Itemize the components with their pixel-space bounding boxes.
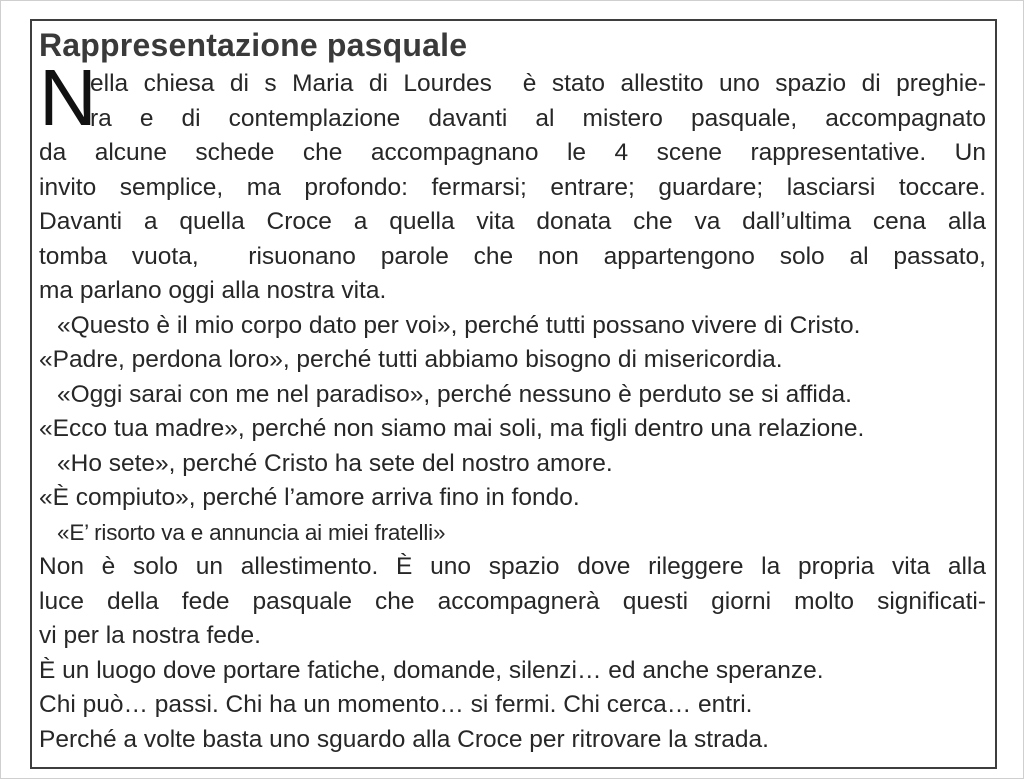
text-line: tomba vuota, risuonano parole che non appartengono solo al passato, (39, 242, 986, 270)
quote-line: «È compiuto», perché l’amore arriva fino in fondo. (39, 484, 580, 511)
text-line: ma parlano oggi alla nostra vita. (39, 277, 387, 304)
opening-paragraph (39, 53, 986, 142)
page-title: Rappresentazione pasquale (39, 27, 468, 63)
text-line: Davanti a quella Croce a quella vita donata che va dall’ultima cena alla (39, 208, 986, 235)
document-page (30, 19, 997, 769)
quote-line: «Ho sete», perché Cristo ha sete del nostro amore. (57, 449, 613, 477)
text-line: ra e di contemplazione davanti al mistero pasquale, accompagnato (90, 104, 986, 132)
quote-line: «Oggi sarai con me nel paradiso», perché nessuno è perduto se si affida. (57, 380, 852, 408)
quote-line: «Questo è il mio corpo dato per voi», perché tutti possano vivere di Cristo. (57, 311, 861, 339)
text-line: È un luogo dove portare fatiche, domande, silenzi… ed anche speranze. (39, 656, 824, 684)
drop-cap: N (39, 53, 97, 142)
quote-line: «E’ risorto va e annuncia ai miei fratelli» (57, 519, 446, 545)
text-line: invito semplice, ma profondo: fermarsi; entrare; guardare; lasciarsi toccare. (39, 173, 986, 201)
text-line: luce della fede pasquale che accompagnerà questi giorni molto significati- (39, 587, 986, 615)
text-line: da alcune schede che accompagnano le 4 scene rappresentative. Un (39, 139, 986, 166)
text-line: Non è solo un allestimento. È uno spazio dove rileggere la propria vita alla (39, 553, 986, 580)
text-line: Chi può… passi. Chi ha un momento… si fermi. Chi cerca… entri. (39, 691, 753, 718)
quote-line: «Ecco tua madre», perché non siamo mai soli, ma figli dentro una relazione. (39, 415, 865, 442)
text-line: ella chiesa di s Maria di Lourdes è stato allestito uno spazio di preghie- (90, 70, 986, 97)
text-line: Perché a volte basta uno sguardo alla Croce per ritrovare la strada. (39, 725, 769, 753)
quote-line: «Padre, perdona loro», perché tutti abbiamo bisogno di misericordia. (39, 346, 783, 373)
text-line: vi per la nostra fede. (39, 622, 261, 649)
